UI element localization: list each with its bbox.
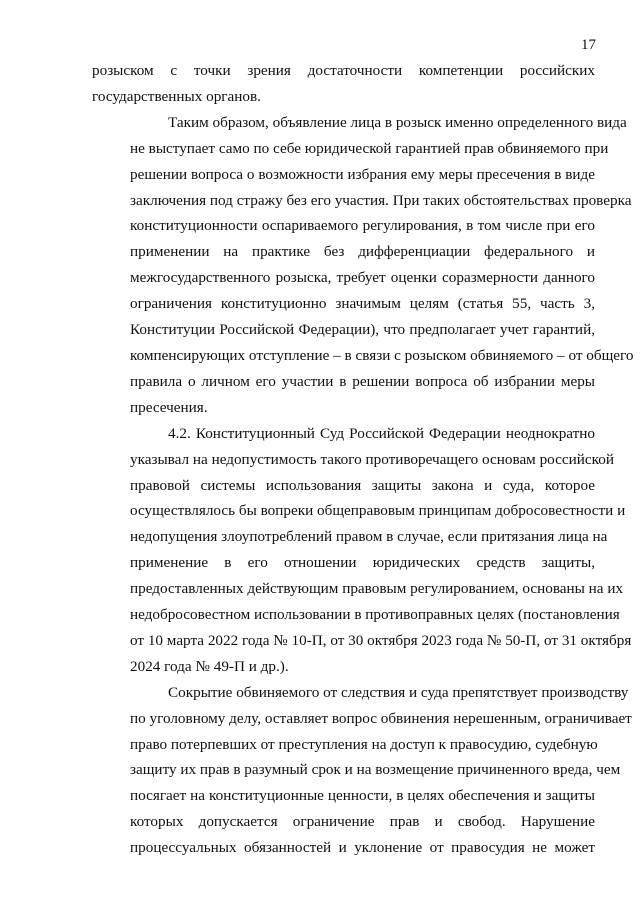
text-line: предоставленных действующим правовым регулированием, основаны на их	[130, 580, 624, 598]
paragraph	[92, 58, 595, 110]
text-line: указывал на недопустимость такого противоречащего основам российской	[130, 450, 614, 468]
text-line: компенсирующих отступление – в связи с розыском обвиняемого – от общего	[130, 346, 634, 364]
text-line: решении вопроса о возможности избрания ему меры пресечения в виде	[130, 165, 595, 183]
document-body	[92, 58, 634, 861]
text-line: недобросовестном использовании в противоправных целях (постановления	[130, 606, 620, 624]
text-line: которых допускается ограничение прав и свобод. Нарушение	[130, 813, 595, 831]
text-line: 4.2. Конституционный Суд Российской Федерации неоднократно	[168, 424, 595, 442]
text-line: Таким образом, объявление лица в розыск именно определенного вида	[168, 113, 627, 131]
text-line: правила о личном его участии в решении вопроса об избрании меры	[130, 372, 595, 390]
text-line: применение в его отношении юридических средств защиты,	[130, 554, 595, 572]
text-line: не выступает само по себе юридической гарантией прав обвиняемого при	[130, 139, 609, 157]
text-line: процессуальных обязанностей и уклонение от правосудия не может	[130, 839, 595, 857]
text-line: защиту их прав в разумный срок и на возмещение причиненного вреда, чем	[130, 761, 621, 779]
text-line: межгосударственного розыска, требует оценки соразмерности данного	[130, 269, 595, 287]
text-line: Конституции Российской Федерации), что предполагает учет гарантий,	[130, 321, 595, 339]
page-number: 17	[581, 37, 596, 53]
text-line: конституционности оспариваемого регулирования, в том числе при его	[130, 217, 595, 235]
text-line: недопущения злоупотреблений правом в случае, если притязания лица на	[130, 528, 608, 546]
text-line: 2024 года № 49-П и др.).	[130, 657, 289, 675]
text-line: правовой системы использования защиты закона и суда, которое	[130, 476, 595, 494]
text-line: розыском с точки зрения достаточности компетенции российских	[92, 62, 595, 79]
text-line: государственных органов.	[92, 87, 261, 105]
paragraph	[92, 110, 634, 421]
text-line: пресечения.	[130, 398, 208, 416]
paragraph	[92, 421, 632, 680]
text-line: посягает на конституционные ценности, в целях обеспечения и защиты	[130, 787, 595, 805]
text-line: осуществлялось бы вопреки общеправовым принципам добросовестности и	[130, 502, 626, 520]
text-line: от 10 марта 2022 года № 10-П, от 30 октября 2023 года № 50-П, от 31 октября	[130, 631, 632, 649]
text-line: применении на практике без дифференциации федерального и	[130, 243, 595, 261]
text-line: право потерпевших от преступления на доступ к правосудию, судебную	[130, 735, 598, 753]
paragraph	[92, 680, 632, 861]
text-line: ограничения конституционно значимым целям (статья 55, часть 3,	[130, 295, 595, 313]
text-line: Сокрытие обвиняемого от следствия и суда препятствует производству	[168, 683, 629, 701]
text-line: заключения под стражу без его участия. При таких обстоятельствах проверка	[130, 191, 632, 209]
text-line: по уголовному делу, оставляет вопрос обвинения нерешенным, ограничивает	[130, 709, 632, 727]
